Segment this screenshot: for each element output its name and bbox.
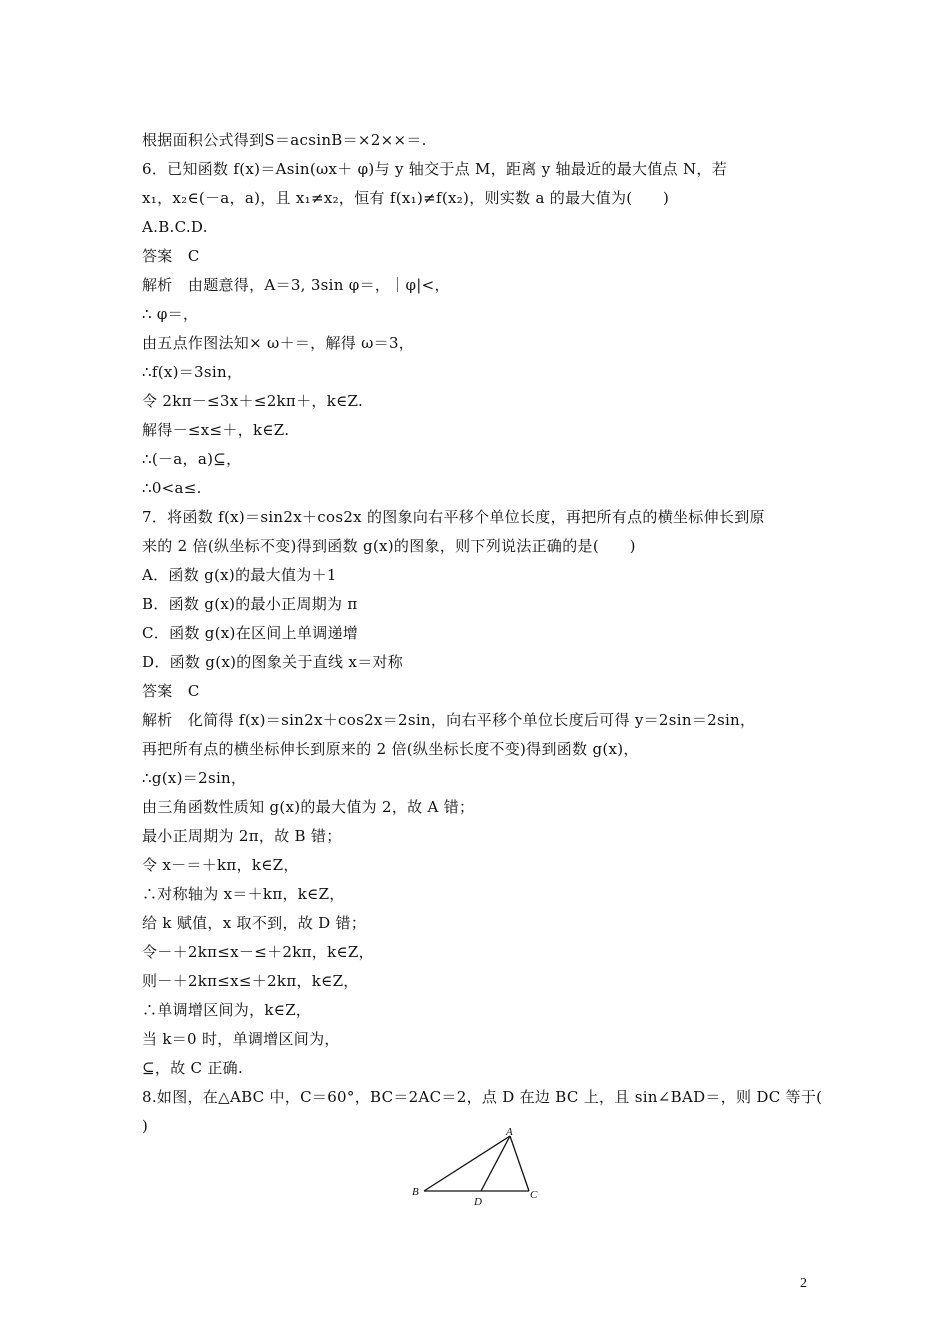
text-line: 答案 C [142,682,200,700]
text-line: 7．将函数 f(x)＝sin2x＋cos2x 的图象向右平移个单位长度，再把所有点的横坐标伸长到原 [142,508,765,526]
text-body [142,126,822,1141]
text-line: 解析 由题意得，A＝3, 3sin φ＝，｜φ|<， [142,276,450,294]
text-line: 令－＋2kπ≤x－≤＋2kπ，k∈Z， [142,943,374,961]
text-line: ∴0<a≤. [142,479,202,497]
label-c: C [530,1189,538,1201]
text-line: ∴单调增区间为，k∈Z， [142,1001,312,1019]
text-line: B．函数 g(x)的最小正周期为 π [142,595,358,613]
text-line: 由五点作图法知× ω＋＝，解得 ω＝3， [142,334,415,352]
text-line: ∴对称轴为 x＝＋kπ，k∈Z， [142,885,345,903]
page-number: 2 [800,1276,807,1291]
text-line: 答案 C [142,247,200,265]
text-line: 6．已知函数 f(x)＝Asin(ωx＋ φ)与 y 轴交于点 M，距离 y 轴最近的最大值点 N，若 [142,160,728,178]
segment-ba [424,1136,510,1191]
text-line: ⊆，故 C 正确. [142,1059,244,1077]
text-line: ∴(－a，a)⊆， [142,450,242,468]
text-line: ∴f(x)＝3sin， [142,363,243,381]
text-line: 给 k 赋值，x 取不到，故 D 错； [142,914,367,932]
label-b: B [412,1186,419,1198]
text-line: 则－＋2kπ≤x≤＋2kπ，k∈Z， [142,972,359,990]
text-line: 解得－≤x≤＋，k∈Z. [142,421,290,439]
label-a: A [506,1126,513,1138]
text-line: ∴ φ＝， [142,305,199,323]
text-line: C．函数 g(x)在区间上单调递增 [142,624,359,642]
text-line: 最小正周期为 2π，故 B 错； [142,827,342,845]
text-line: 解析 化简得 f(x)＝sin2x＋cos2x＝2sin，向右平移个单位长度后可得 y＝2sin＝2sin， [142,711,756,729]
text-line: 由三角函数性质知 g(x)的最大值为 2，故 A 错； [142,798,475,816]
text-line: 令 x－＝＋kπ，k∈Z， [142,856,299,874]
text-line: 根据面积公式得到S＝acsinB＝×2××＝. [142,131,427,149]
text-line: 当 k＝0 时，单调增区间为， [142,1030,340,1048]
text-line: x₁，x₂∈(－a，a)，且 x₁≠x₂，恒有 f(x₁)≠f(x₂)，则实数 a 的最大值为( ) [142,189,670,207]
segment-ad [481,1136,510,1191]
triangle-figure [408,1126,548,1212]
text-line: 令 2kπ－≤3x＋≤2kπ＋，k∈Z. [142,392,364,410]
label-d: D [474,1196,482,1208]
text-line: ) [142,1117,149,1135]
text-line: 8.如图，在△ABC 中，C＝60°，BC＝2AC＝2，点 D 在边 BC 上，且 sin∠BAD＝，则 DC 等于( [142,1088,823,1106]
text-line: D．函数 g(x)的图象关于直线 x＝对称 [142,653,404,671]
text-line: 来的 2 倍(纵坐标不变)得到函数 g(x)的图象，则下列说法正确的是( ) [142,537,636,555]
text-line: A．函数 g(x)的最大值为＋1 [142,566,337,584]
text-line: 再把所有点的横坐标伸长到原来的 2 倍(纵坐标长度不变)得到函数 g(x)， [142,740,639,758]
segment-ac [510,1136,529,1191]
text-line: A.B.C.D. [142,218,208,236]
text-line: ∴g(x)＝2sin， [142,769,247,787]
